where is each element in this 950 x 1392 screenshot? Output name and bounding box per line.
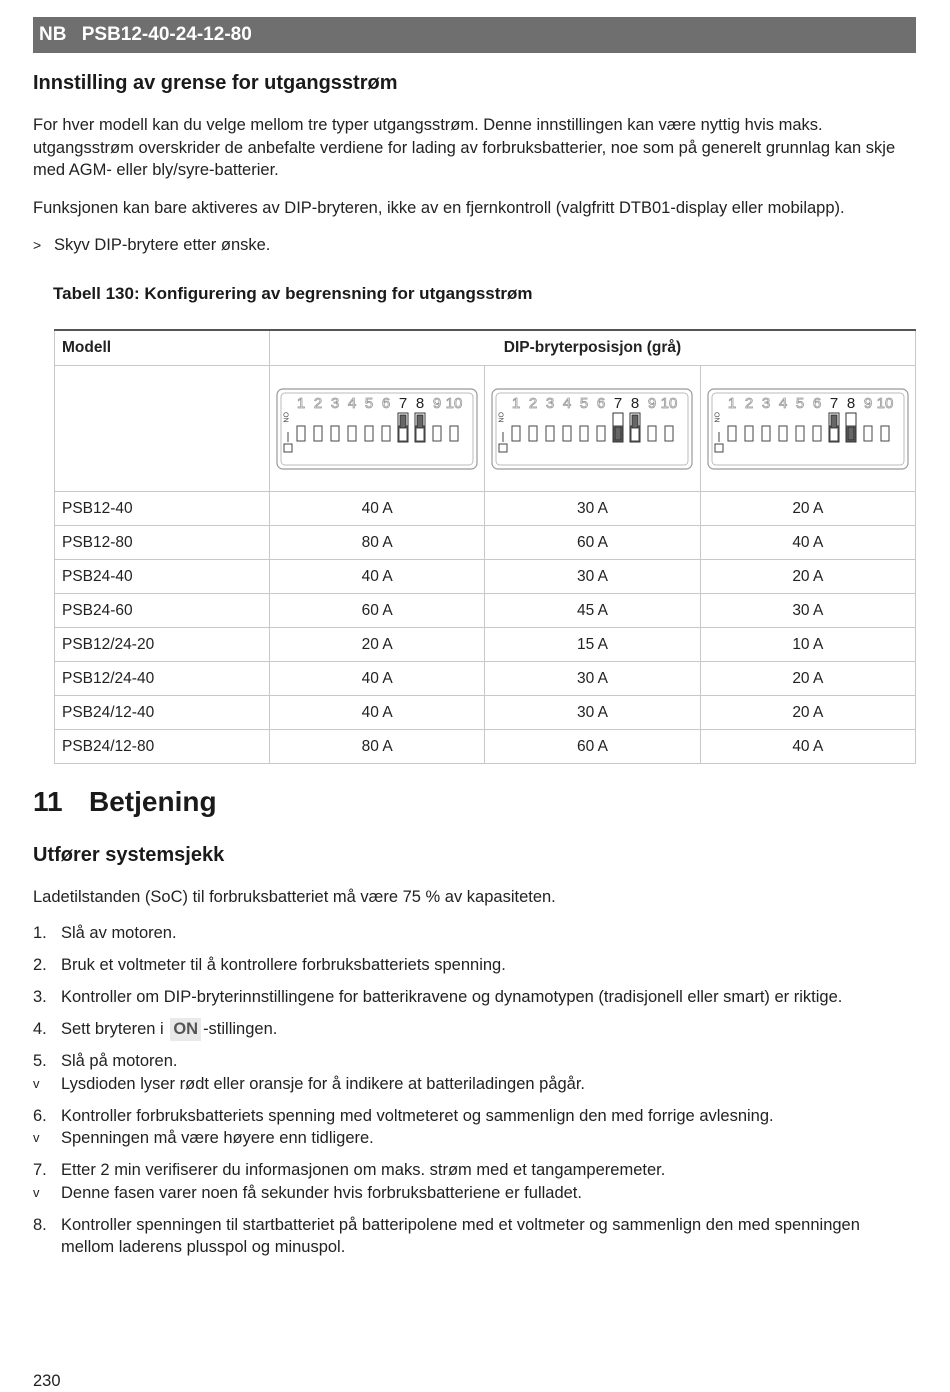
step-number: 1. <box>33 924 47 942</box>
dip-diagram-row <box>55 366 916 492</box>
dip-switch-slot <box>665 426 673 441</box>
dip-number-label: 6 <box>812 394 821 412</box>
list-item <box>33 986 913 1009</box>
chevron-right-icon: > <box>33 237 42 253</box>
on-label: ON <box>496 411 504 422</box>
dip-number-label: 10 <box>445 394 463 412</box>
current-value-cell: 60 A <box>485 526 700 560</box>
dip-switch-slot <box>382 426 390 441</box>
chapter-number: 11 <box>33 786 63 817</box>
step-text: Kontroller spenningen til startbatteriet på batteripolene med et voltmeter og sammenlign den med spenningen mellom laderens plusspol og minuspol. <box>61 1215 860 1256</box>
language-code: NB <box>39 24 67 45</box>
current-value-cell: 60 A <box>270 594 485 628</box>
current-value-cell: 40 A <box>270 662 485 696</box>
current-value-cell: 20 A <box>700 696 915 730</box>
list-item <box>33 954 913 977</box>
model-cell: PSB24/12-40 <box>55 696 270 730</box>
dip-number-label: 7 <box>614 394 623 412</box>
dip-switch-diagram <box>276 388 478 470</box>
header-bar <box>33 17 916 53</box>
dip-number-label: 3 <box>761 394 770 412</box>
dip-switch-icon <box>276 388 478 470</box>
current-value-cell: 30 A <box>485 492 700 526</box>
current-value-cell: 80 A <box>270 730 485 764</box>
step-text: Kontroller forbruksbatteriets spenning med voltmeteret og sammenlign den med forrige avlesning. <box>61 1106 774 1125</box>
paragraph-soc: Ladetilstanden (SoC) til forbruksbatteriet må være 75 % av kapasiteten. <box>33 888 556 906</box>
dip-number-label: 1 <box>296 394 306 412</box>
dip-number-label: 8 <box>415 394 425 412</box>
dip-number-label: 2 <box>744 394 753 412</box>
current-value-cell: 30 A <box>485 662 700 696</box>
result-arrow-icon: v <box>33 1130 40 1145</box>
paragraph-function: Funksjonen kan bare aktiveres av DIP-bryteren, ikke av en fjernkontroll (valgfritt DTB01-display eller mobilapp). <box>33 199 845 217</box>
dip-number-label: 7 <box>398 394 408 412</box>
model-cell: PSB24-40 <box>55 560 270 594</box>
model-cell: PSB12/24-20 <box>55 628 270 662</box>
dip-number-label: 9 <box>648 394 657 412</box>
list-item <box>33 1159 913 1204</box>
dip-number-label: 1 <box>512 394 521 412</box>
dip-switch-diagram <box>491 388 693 470</box>
dip-switch-icon <box>707 388 909 470</box>
dip-number-label: 1 <box>727 394 736 412</box>
current-value-cell: 30 A <box>485 696 700 730</box>
dip-switch-slot <box>314 426 322 441</box>
current-value-cell: 20 A <box>700 560 915 594</box>
step-text: Sett bryteren i <box>61 1020 164 1038</box>
dip-number-label: 6 <box>597 394 606 412</box>
result-text: Spenningen må være høyere enn tidligere. <box>61 1129 374 1147</box>
step-number: 7. <box>33 1161 47 1179</box>
current-value-cell: 15 A <box>485 628 700 662</box>
dip-switch-slot <box>597 426 605 441</box>
step-text: Kontroller om DIP-bryterinnstillingene for batterikravene og dynamotypen (tradisjonell eller smart) er riktige. <box>61 988 843 1006</box>
model-cell: PSB12/24-40 <box>55 662 270 696</box>
dip-switch-slot <box>512 426 520 441</box>
dip-number-label: 7 <box>829 394 838 412</box>
step-result <box>33 1182 913 1205</box>
step-number: 2. <box>33 956 47 974</box>
step-text: Slå på motoren. <box>61 1052 178 1070</box>
step-number: 6. <box>33 1106 47 1125</box>
dip-number-label: 5 <box>580 394 589 412</box>
bullet-text: Skyv DIP-brytere etter ønske. <box>54 236 271 254</box>
dip-switch-slot <box>365 426 373 441</box>
result-arrow-icon: v <box>33 1184 40 1200</box>
dip-switch-slot <box>728 426 736 441</box>
step-number: 4. <box>33 1020 47 1038</box>
current-value-cell: 20 A <box>700 662 915 696</box>
result-text: Lysdioden lyser rødt eller oransje for å indikere at batteriladingen pågår. <box>61 1074 586 1093</box>
dip-switch-lever <box>632 415 638 428</box>
dip-number-label: 6 <box>381 394 391 412</box>
dip-switch-slot <box>762 426 770 441</box>
table-row <box>55 492 916 526</box>
current-value-cell: 30 A <box>485 560 700 594</box>
dip-number-label: 4 <box>347 394 357 412</box>
dip-switch-slot <box>864 426 872 441</box>
current-value-cell: 20 A <box>270 628 485 662</box>
dip-switch-table <box>54 329 916 764</box>
page-number: 230 <box>33 1372 61 1390</box>
on-switch-label: ON <box>170 1018 201 1041</box>
dip-number-label: 5 <box>364 394 374 412</box>
product-model: PSB12-40-24-12-80 <box>81 24 252 45</box>
table-caption: Tabell 130: Konfigurering av begrensning for utgangsstrøm <box>53 284 533 303</box>
step-number: 8. <box>33 1215 47 1234</box>
table-row <box>55 730 916 764</box>
model-cell: PSB12-40 <box>55 492 270 526</box>
dip-number-label: 3 <box>330 394 340 412</box>
list-item <box>33 1105 913 1150</box>
table-row <box>55 594 916 628</box>
current-value-cell: 60 A <box>485 730 700 764</box>
current-value-cell: 40 A <box>270 560 485 594</box>
chapter-name: Betjening <box>89 786 217 817</box>
list-item <box>33 922 913 945</box>
dip-switch-lever <box>615 427 621 440</box>
current-value-cell: 10 A <box>700 628 915 662</box>
step-number: 3. <box>33 988 47 1006</box>
dip-number-label: 2 <box>529 394 538 412</box>
dip-switch-icon <box>491 388 693 470</box>
dip-switch-slot <box>529 426 537 441</box>
dip-switch-slot <box>813 426 821 441</box>
dip-number-label: 2 <box>313 394 323 412</box>
dip-number-label: 9 <box>863 394 872 412</box>
table-row <box>55 662 916 696</box>
dip-switch-slot <box>779 426 787 441</box>
current-value-cell: 80 A <box>270 526 485 560</box>
dip-switch-slot <box>580 426 588 441</box>
step-text: Bruk et voltmeter til å kontrollere forbruksbatteriets spenning. <box>61 956 506 974</box>
dip-number-label: 3 <box>546 394 555 412</box>
instruction-bullet <box>33 234 270 256</box>
dip-switch-slot <box>450 426 458 441</box>
step-result <box>33 1073 913 1096</box>
model-cell: PSB24-60 <box>55 594 270 628</box>
table-row <box>55 628 916 662</box>
dip-number-label: 4 <box>563 394 572 412</box>
dip-switch-lever <box>400 415 406 428</box>
step-text: Slå av motoren. <box>61 924 177 942</box>
dip-number-label: 10 <box>661 394 678 412</box>
step-text: -stillingen. <box>203 1020 278 1038</box>
current-value-cell: 45 A <box>485 594 700 628</box>
dip-switch-slot <box>348 426 356 441</box>
current-value-cell: 40 A <box>700 526 915 560</box>
table-row <box>55 526 916 560</box>
dip-diagram-cell <box>700 366 915 492</box>
dip-number-label: 4 <box>778 394 787 412</box>
result-text: Denne fasen varer noen få sekunder hvis forbruksbatteriene er fulladet. <box>61 1183 582 1202</box>
column-header-dip: DIP-bryterposisjon (grå) <box>270 330 916 366</box>
dip-switch-slot <box>745 426 753 441</box>
list-item <box>33 1018 913 1041</box>
section-title-system-check: Utfører systemsjekk <box>33 844 225 866</box>
step-number: 5. <box>33 1052 47 1070</box>
dip-number-label: 10 <box>876 394 894 412</box>
dip-switch-slot <box>331 426 339 441</box>
step-text: Etter 2 min verifiserer du informasjonen om maks. strøm med et tangamperemeter. <box>61 1161 666 1179</box>
step-result <box>33 1127 913 1150</box>
on-label: ON <box>281 411 289 422</box>
dip-switch-slot <box>563 426 571 441</box>
empty-cell <box>55 366 270 492</box>
dip-number-label: 8 <box>631 394 640 412</box>
dip-number-label: 9 <box>432 394 442 412</box>
steps-list <box>33 922 913 1268</box>
list-item <box>33 1050 913 1095</box>
dip-switch-slot <box>881 426 889 441</box>
dip-switch-lever <box>831 415 837 428</box>
current-value-cell: 40 A <box>700 730 915 764</box>
dip-switch-slot <box>648 426 656 441</box>
current-value-cell: 40 A <box>270 696 485 730</box>
dip-switch-lever <box>848 427 854 440</box>
dip-switch-slot <box>546 426 554 441</box>
on-label: ON <box>712 411 720 422</box>
current-value-cell: 20 A <box>700 492 915 526</box>
section-title-output-current: Innstilling av grense for utgangsstrøm <box>33 72 398 94</box>
result-arrow-icon: v <box>33 1075 40 1091</box>
dip-diagram-cell <box>270 366 485 492</box>
dip-switch-lever <box>417 415 423 428</box>
dip-switch-diagram <box>707 388 909 470</box>
paragraph-intro: For hver modell kan du velge mellom tre typer utgangsstrøm. Denne innstillingen kan være nyttig hvis maks. utgangsstrøm overskrider de anbefalte verdiene for lading av forbruksbatterier, noe som på generelt grunnlag kan skje med AGM- eller bly/syre-batterier. <box>33 116 896 179</box>
current-value-cell: 30 A <box>700 594 915 628</box>
dip-number-label: 8 <box>846 394 855 412</box>
dip-switch-slot <box>433 426 441 441</box>
dip-diagram-cell <box>485 366 700 492</box>
list-item <box>33 1214 913 1259</box>
table-header-row <box>55 330 916 366</box>
current-value-cell: 40 A <box>270 492 485 526</box>
chapter-title <box>33 786 217 818</box>
dip-switch-slot <box>796 426 804 441</box>
model-cell: PSB12-80 <box>55 526 270 560</box>
model-cell: PSB24/12-80 <box>55 730 270 764</box>
column-header-model: Modell <box>55 330 270 366</box>
dip-switch-slot <box>297 426 305 441</box>
dip-number-label: 5 <box>795 394 804 412</box>
table-row <box>55 560 916 594</box>
table-row <box>55 696 916 730</box>
